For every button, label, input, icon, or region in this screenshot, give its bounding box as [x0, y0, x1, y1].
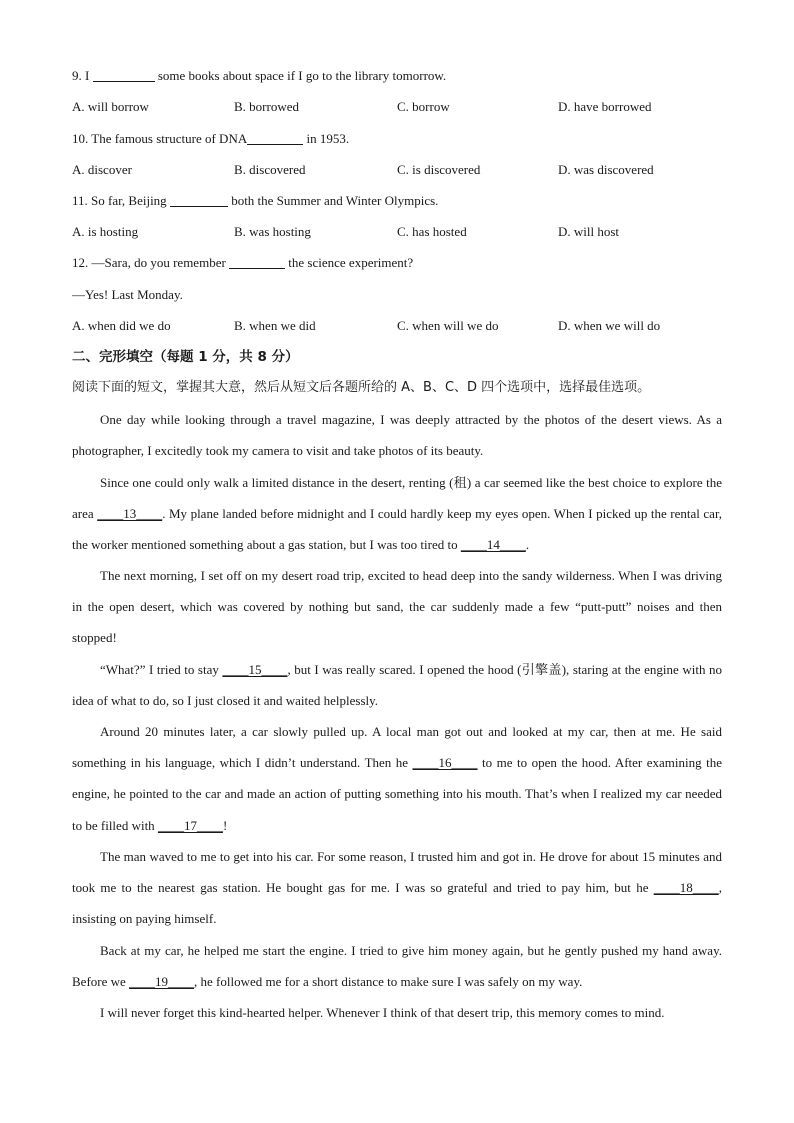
q11-stem-pre: 11. So far, Beijing	[72, 193, 170, 208]
p5-text-b: to me to open the hood. After examining the engine, he pointed to the car and made an action of putting something into his mouth. That’s when I realized my car needed to be filled with	[72, 755, 722, 833]
p5-text-a: Around 20 minutes later, a car slowly pulled up. A local man got out and looked at my car, then at me. He said something in his language, which I didn’t understand. Then he	[72, 724, 722, 771]
p4-text-a: “What?” I tried to stay	[100, 662, 223, 677]
q9-option-a: A. will borrow	[72, 99, 149, 114]
p1-text: One day while looking through a travel magazine, I was deeply attracted by the photos of the desert views. As a photographer, I excitedly took my camera to visit and take photos of its beauty.	[72, 412, 722, 459]
section-2-title: 二、完形填空（每题 1 分，共 8 分）	[72, 349, 299, 365]
q9-stem-post: some books about space if I go to the library tomorrow.	[154, 68, 447, 83]
p2-text-c: .	[525, 537, 530, 553]
blank-15: ____15____	[222, 662, 288, 677]
passage-paragraph-3	[72, 560, 722, 654]
p4-text-b: , but I was really scared. I opened the hood (引擎盖), staring at the engine with no idea of what to do, so I just closed it and waited helplessly.	[72, 662, 722, 709]
p5-text-c: !	[222, 817, 228, 833]
q10-option-c: C. is discovered	[397, 162, 481, 177]
q9-option-b: B. borrowed	[234, 99, 299, 114]
question-10-stem	[72, 130, 349, 148]
p8-text: I will never forget this kind-hearted helper. Whenever I think of that desert trip, this memory comes to mind.	[100, 1005, 665, 1020]
passage-paragraph-5	[72, 716, 722, 841]
q12-stem-post: the science experiment?	[285, 255, 414, 270]
q10-stem-pre: 10. The famous structure of DNA	[72, 131, 248, 146]
q12-option-a: A. when did we do	[72, 318, 171, 333]
blank-14: ____14____	[460, 537, 526, 553]
q11-blank	[170, 193, 228, 207]
p2-text-b: . My plane landed before midnight and I could hardly keep my eyes open. When I picked up the rental car, the worker mentioned something about a gas station, but I was too tired to	[72, 506, 722, 553]
question-12-stem	[72, 254, 413, 272]
blank-13: ____13____	[97, 506, 163, 522]
p2-text-a: Since one could only walk a limited distance in the desert, renting (租) a car seemed like the best choice to explore the area	[72, 475, 722, 522]
q12-blank	[229, 255, 285, 269]
passage-paragraph-6	[72, 841, 722, 935]
blank-18: ____18____	[653, 880, 719, 896]
q10-option-d: D. was discovered	[558, 162, 654, 177]
blank-16: ____16____	[412, 755, 478, 771]
passage-paragraph-8	[72, 997, 722, 1028]
q9-stem-pre: 9. I	[72, 68, 93, 83]
q12-option-b: B. when we did	[234, 318, 316, 333]
p3-text: The next morning, I set off on my desert road trip, excited to head deep into the sandy wilderness. When I was driving in the open desert, which was covered by nothing but sand, the car suddenly made a few “putt-putt” noises and then stopped!	[72, 568, 722, 646]
blank-17: ____17____	[157, 817, 223, 833]
q12-option-c: C. when will we do	[397, 318, 499, 333]
q10-option-b: B. discovered	[234, 162, 306, 177]
passage-paragraph-4	[72, 654, 722, 716]
question-11-stem	[72, 192, 438, 210]
q12-reply: —Yes! Last Monday.	[72, 287, 183, 302]
passage-paragraph-7	[72, 935, 722, 997]
q11-option-a: A. is hosting	[72, 224, 139, 239]
q11-option-d: D. will host	[558, 224, 620, 239]
section-2-instruction: 阅读下面的短文，掌握其大意，然后从短文后各题所给的 A、B、C、D 四个选项中，选择最佳选项。	[72, 380, 651, 395]
blank-19: ____19____	[129, 974, 195, 990]
p7-text-a: Back at my car, he helped me start the engine. I tried to give him money again, but he gently pushed my hand away. Before we	[72, 943, 722, 990]
q9-option-d: D. have borrowed	[558, 99, 652, 114]
q10-blank	[247, 131, 303, 145]
q11-option-c: C. has hosted	[397, 224, 467, 239]
q10-option-a: A. discover	[72, 162, 132, 177]
q9-option-c: C. borrow	[397, 99, 450, 114]
q11-option-b: B. was hosting	[234, 224, 311, 239]
q11-stem-post: both the Summer and Winter Olympics.	[227, 193, 439, 208]
passage-paragraph-2	[72, 467, 722, 561]
question-9-stem	[72, 67, 446, 85]
passage-paragraph-1	[72, 404, 722, 466]
p6-text-b: , insisting on paying himself.	[72, 880, 722, 927]
p6-text-a: The man waved to me to get into his car. For some reason, I trusted him and got in. He drove for about 15 minutes and took me to the nearest gas station. He bought gas for me. I was so grateful and tried to pay him, but he	[72, 849, 722, 896]
q10-stem-post: in 1953.	[303, 131, 350, 146]
q12-stem-pre: 12. —Sara, do you remember	[72, 255, 230, 270]
q12-option-d: D. when we will do	[558, 318, 661, 333]
p7-text-b: , he followed me for a short distance to make sure I was safely on my way.	[194, 974, 583, 990]
q9-blank	[93, 68, 155, 82]
